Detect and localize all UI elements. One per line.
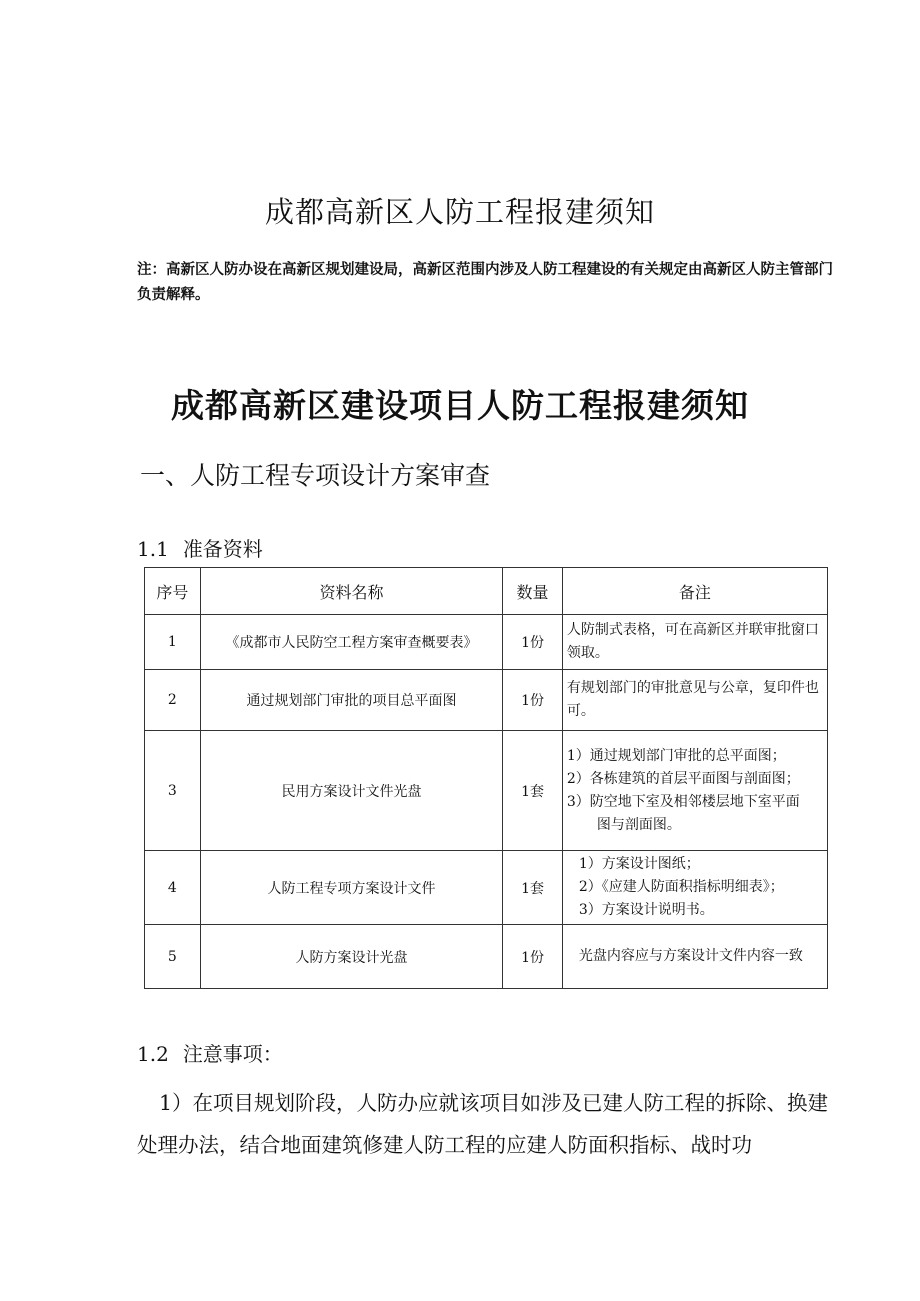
cell-notes [562,851,827,925]
cell-qty: 1份 [503,670,563,731]
subsection-label: 注意事项： [182,1042,283,1066]
cell-name: 通过规划部门审批的项目总平面图 [200,670,502,731]
cell-no: 1 [145,615,201,670]
table-row [145,851,828,925]
cell-name: 《成都市人民防空工程方案审查概要表》 [200,615,502,670]
header-notes: 备注 [562,568,827,615]
cell-qty: 1套 [503,731,563,851]
table-header-row [145,568,828,615]
note-line: 有规划部门的审批意见与公章，复印件也可。 [566,680,819,719]
cell-notes [562,731,827,851]
note-line: 2）《应建人防面积指标明细表》； [578,879,784,895]
cell-notes [562,615,827,670]
header-name: 资料名称 [200,568,502,615]
cell-no: 4 [145,851,201,925]
cell-qty: 1套 [503,851,563,925]
cell-notes [562,670,827,731]
cell-qty: 1份 [503,615,563,670]
cell-name: 民用方案设计文件光盘 [200,731,502,851]
cell-no: 2 [145,670,201,731]
table-row [145,731,828,851]
materials-table [144,567,828,989]
note-line: 2）各栋建筑的首层平面图与剖面图； [566,770,800,787]
document-title: 成都高新区人防工程报建须知 [264,195,655,229]
note-line: 人防制式表格，可在高新区并联审批窗口领取。 [566,622,819,661]
table-row [145,670,828,731]
section-heading-1: 一、人防工程专项设计方案审查 [140,461,491,490]
body-paragraph [137,1082,837,1166]
table-row [145,925,828,989]
note-line: 图与剖面图。 [596,816,681,833]
cell-no: 5 [145,925,201,989]
note-text: 注：高新区人防办设在高新区规划建设局，高新区范围内涉及人防工程建设的有关规定由高新区人防主管部门负责解释。 [137,262,833,303]
subsection-number: 1.2 [137,1042,169,1066]
header-no: 序号 [145,568,201,615]
subsection-heading-1-2 [137,1038,283,1067]
note-line: 3）方案设计说明书。 [578,902,714,918]
note-line: 光盘内容应与方案设计文件内容一致 [578,948,803,964]
note-line: 1）方案设计图纸； [578,856,700,872]
subsection-heading-1-1 [137,533,263,562]
cell-no: 3 [145,731,201,851]
subsection-label: 准备资料 [182,537,263,561]
cell-notes [562,925,827,989]
main-title: 成都高新区建设项目人防工程报建须知 [171,386,749,425]
cell-qty: 1份 [503,925,563,989]
cell-name: 人防工程专项方案设计文件 [200,851,502,925]
note-line: 3）防空地下室及相邻楼层地下室平面 [566,793,800,810]
paragraph-text: 1）在项目规划阶段，人防办应就该项目如涉及已建人防工程的拆除、换建处理办法，结合地面建筑修建人防工程的应建人防面积指标、战时功 [137,1091,829,1157]
note-line: 1）通过规划部门审批的总平面图； [566,747,786,764]
table-row [145,615,828,670]
header-qty: 数量 [503,568,563,615]
subsection-number: 1.1 [137,537,169,561]
cell-name: 人防方案设计光盘 [200,925,502,989]
